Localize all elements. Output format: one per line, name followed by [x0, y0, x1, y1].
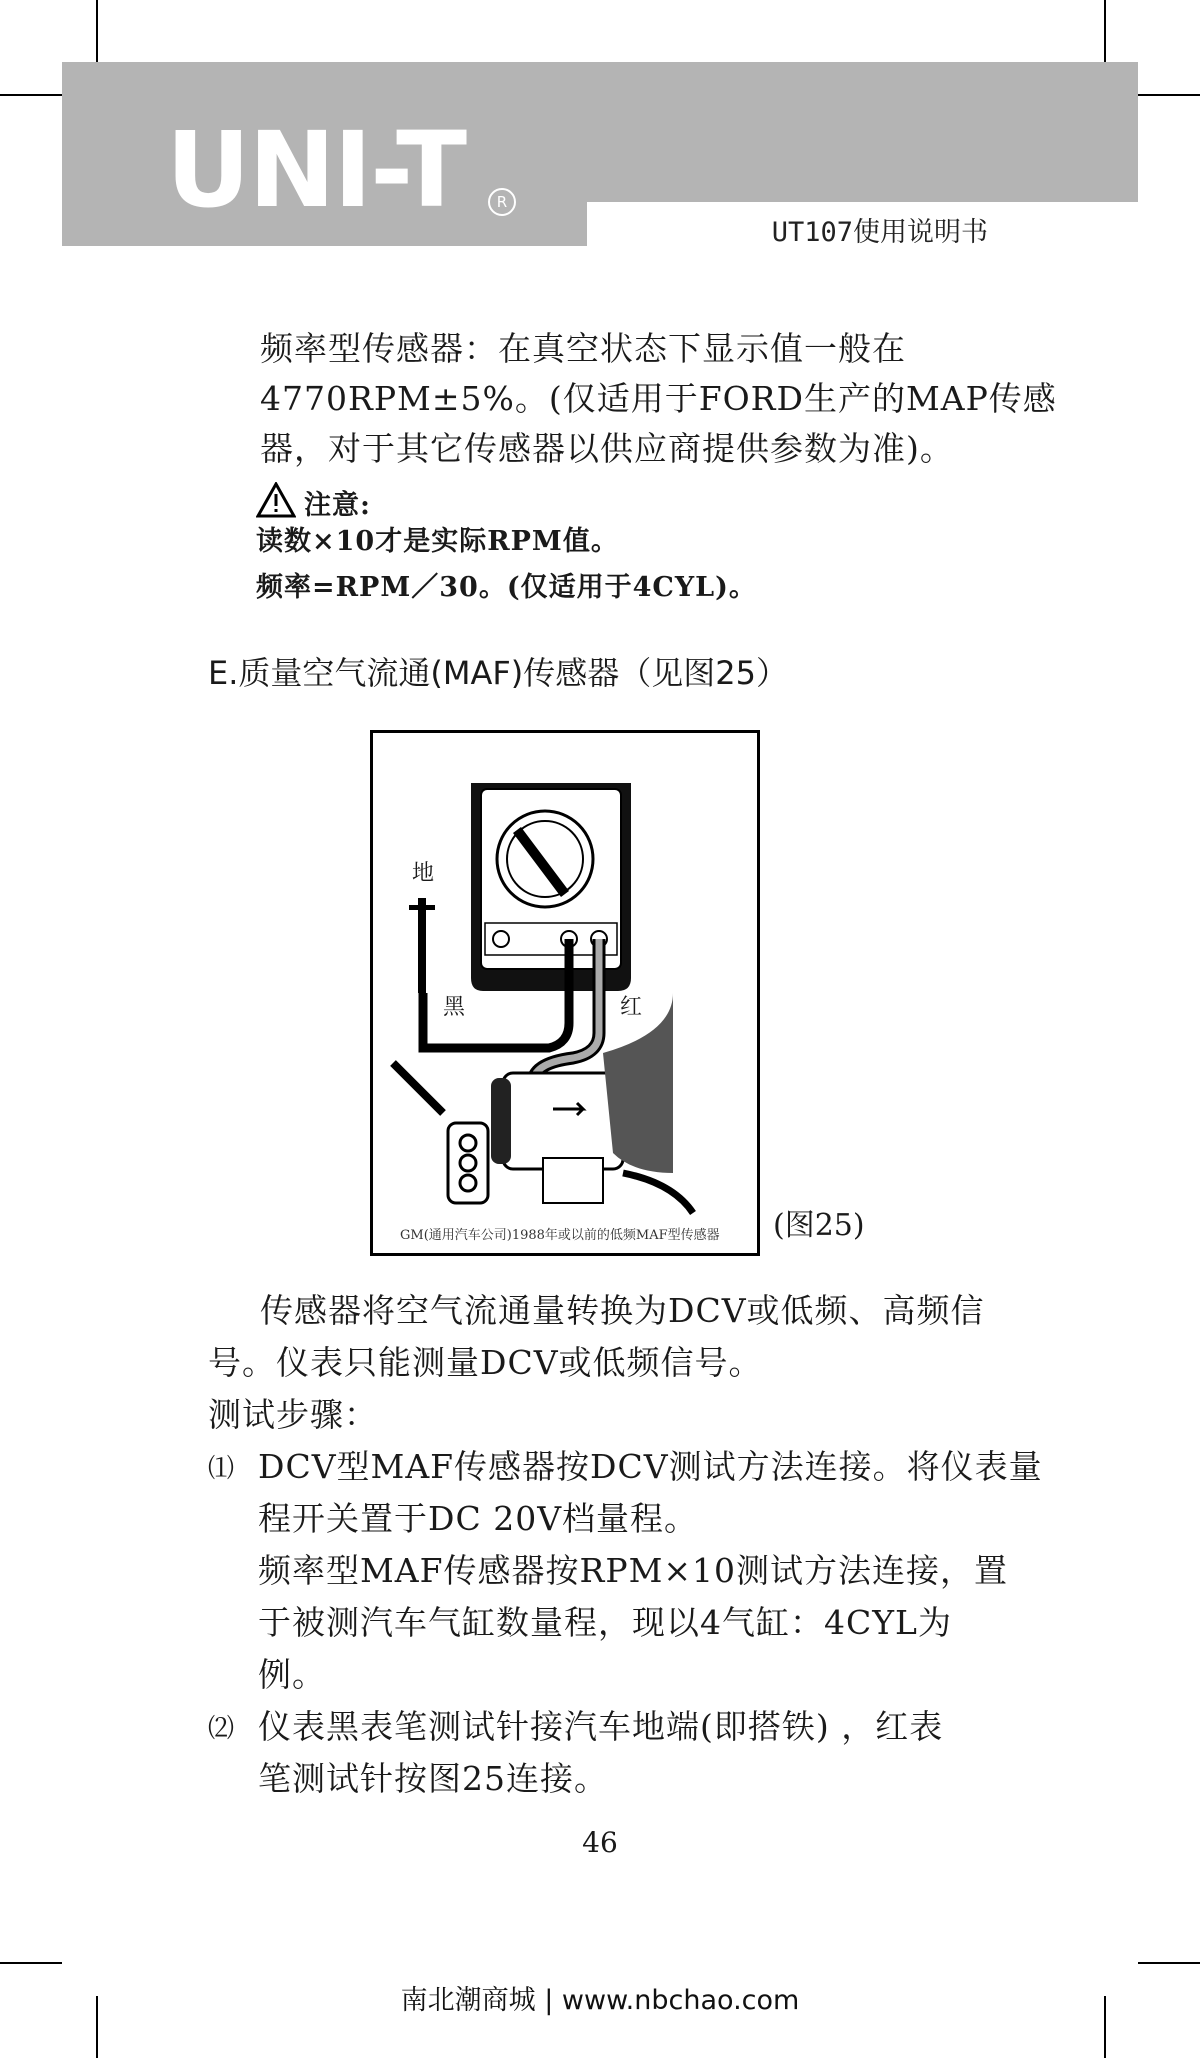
- step-number: ⑵: [208, 1714, 235, 1744]
- step-line: 频率型MAF传感器按RPM×10测试方法连接，置: [258, 1551, 1008, 1590]
- body-line: 号。仪表只能测量DCV或低频信号。: [208, 1343, 763, 1382]
- multimeter-maf-illustration: [373, 733, 757, 1253]
- step-number: ⑴: [208, 1454, 235, 1484]
- step-line: 笔测试针按图25连接。: [258, 1759, 608, 1798]
- step-line: 例。: [258, 1655, 326, 1694]
- figure-frame: [370, 730, 760, 1256]
- note-heading: 注意:: [304, 490, 371, 521]
- figure-caption: GM(通用汽车公司)1988年或以前的低频MAF型传感器: [400, 1228, 720, 1243]
- warning-triangle-icon: [256, 482, 296, 518]
- figure-label-red: 红: [620, 995, 643, 1020]
- intro-line: 频率型传感器：在真空状态下显示值一般在: [260, 329, 906, 368]
- crop-mark: [96, 0, 98, 62]
- step-line: 仪表黑表笔测试针接汽车地端(即搭铁) ，红表: [258, 1707, 944, 1746]
- crop-mark: [0, 1962, 62, 1964]
- crop-mark: [1138, 94, 1200, 96]
- note-line: 读数×10才是实际RPM值。: [256, 526, 619, 557]
- note-line: 频率=RPM／30。(仅适用于4CYL)。: [256, 572, 757, 603]
- figure-label-ground: 地: [412, 861, 435, 886]
- registered-mark: R: [488, 188, 516, 216]
- footer-link[interactable]: 南北潮商城 | www.nbchao.com: [400, 1985, 800, 2016]
- crop-mark: [0, 94, 62, 96]
- crop-mark: [1138, 1962, 1200, 1964]
- page-number: 46: [582, 1826, 618, 1859]
- steps-title: 测试步骤：: [208, 1395, 378, 1434]
- step-line: DCV型MAF传感器按DCV测试方法连接。将仪表量: [258, 1447, 1043, 1486]
- crop-mark: [1104, 0, 1106, 62]
- figure-label-black: 黑: [443, 995, 466, 1020]
- document-title: UT107使用说明书: [771, 217, 988, 248]
- step-line: 程开关置于DC 20V档量程。: [258, 1499, 699, 1538]
- figure-number: (图25): [773, 1208, 865, 1243]
- section-title: E.质量空气流通(MAF)传感器（见图25）: [208, 654, 788, 692]
- intro-line: 器，对于其它传感器以供应商提供参数为准)。: [260, 429, 954, 468]
- step-line: 于被测汽车气缸数量程，现以4气缸：4CYL为: [258, 1603, 952, 1642]
- intro-line: 4770RPM±5%。(仅适用于FORD生产的MAP传感: [260, 379, 1057, 418]
- body-line: 传感器将空气流通量转换为DCV或低频、高频信: [260, 1291, 985, 1330]
- brand-logo: UNI-T: [166, 109, 466, 231]
